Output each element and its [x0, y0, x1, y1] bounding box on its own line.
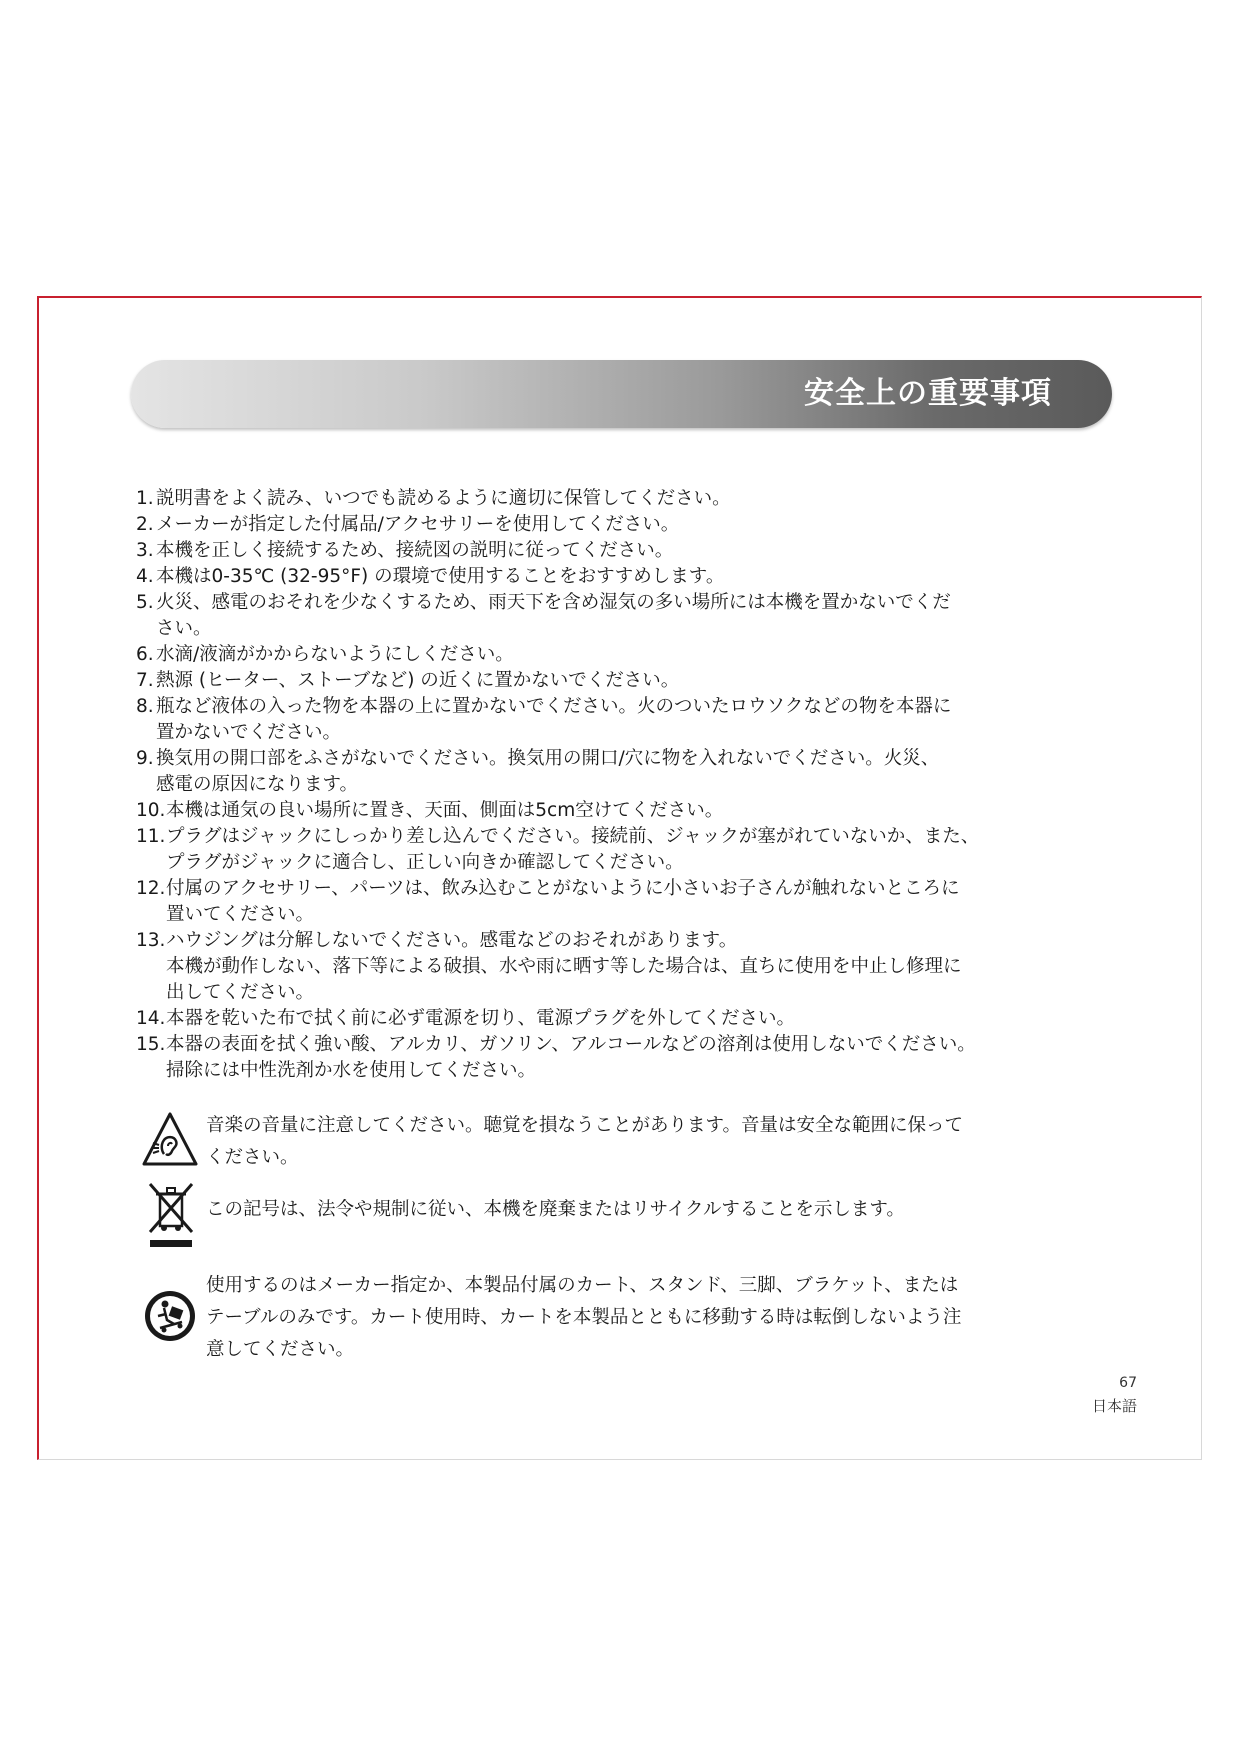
item-text-line: 説明書をよく読み、いつでも読めるように適切に保管してください。 — [156, 488, 731, 509]
item-text-line: 置かないでください。 — [156, 722, 342, 743]
item-text-line: 付属のアクセサリー、パーツは、飲み込むことがないように小さいお子さんが触れないところに — [166, 878, 960, 899]
notice-text-line: 意してください。 — [206, 1339, 355, 1360]
item-text-line: ハウジングは分解しないでください。感電などのおそれがあります。 — [166, 930, 738, 951]
page-title: 安全上の重要事項 — [804, 376, 1052, 411]
item-number: 9. — [136, 748, 154, 769]
item-number: 8. — [136, 696, 154, 717]
list-item — [136, 824, 1096, 876]
list-item — [136, 1006, 1096, 1032]
item-text-line: 換気用の開口部をふさがないでください。換気用の開口/穴に物を入れないでください。火災、 — [156, 748, 940, 769]
item-text — [156, 642, 514, 668]
item-text-line: 瓶など液体の入った物を本器の上に置かないでください。火のついたロウソクなどの物を本器に — [156, 696, 952, 717]
notice-cart — [140, 1270, 1100, 1366]
list-item — [136, 694, 1096, 746]
list-item — [136, 486, 1096, 512]
hearing-warning-icon — [140, 1110, 200, 1170]
item-text-line: 本機が動作しない、落下等による破損、水や雨に晒す等した場合は、直ちに使用を中止し修理に — [166, 956, 962, 977]
item-number: 15. — [136, 1034, 166, 1055]
item-text-line: 本機は0-35℃ (32-95°F) の環境で使用することをおすすめします。 — [156, 566, 725, 587]
item-number: 1. — [136, 488, 154, 509]
notice-disposal — [140, 1180, 1100, 1252]
notice-text-line: 使用するのはメーカー指定か、本製品付属のカート、スタンド、三脚、ブラケット、または — [206, 1275, 959, 1296]
safety-instructions-list — [136, 486, 1096, 1084]
list-item — [136, 798, 1096, 824]
item-text — [156, 486, 731, 512]
item-text-line: 本機は通気の良い場所に置き、天面、側面は5cm空けてください。 — [166, 800, 724, 821]
item-text — [166, 798, 723, 824]
item-text — [166, 824, 979, 876]
item-text-line: 火災、感電のおそれを少なくするため、雨天下を含め湿気の多い場所には本機を置かないでくだ — [156, 592, 951, 613]
list-item — [136, 564, 1096, 590]
notice-disposal-text — [206, 1194, 905, 1226]
notice-text-line: ください。 — [206, 1147, 299, 1168]
item-text — [156, 746, 939, 798]
item-text — [166, 876, 959, 928]
notice-text-line: 音楽の音量に注意してください。聴覚を損なうことがあります。音量は安全な範囲に保って — [206, 1115, 964, 1136]
notice-text-line: テーブルのみです。カート使用時、カートを本製品とともに移動する時は転倒しないよう注 — [206, 1307, 962, 1328]
item-text-line: 掃除には中性洗剤か水を使用してください。 — [166, 1060, 537, 1081]
item-number: 4. — [136, 566, 154, 587]
page-language: 日本語 — [1091, 1397, 1137, 1415]
item-text — [156, 590, 951, 642]
item-text-line: プラグがジャックに適合し、正しい向きか確認してください。 — [166, 852, 684, 873]
item-text-line: さい。 — [156, 618, 212, 639]
item-text-line: 本機を正しく接続するため、接続図の説明に従ってください。 — [156, 540, 674, 561]
item-text-line: 水滴/液滴がかからないようにしください。 — [156, 644, 514, 665]
item-number: 7. — [136, 670, 154, 691]
item-text-line: 本器の表面を拭く強い酸、アルカリ、ガソリン、アルコールなどの溶剤は使用しないでください。 — [166, 1034, 976, 1055]
item-number: 6. — [136, 644, 154, 665]
item-text-line: 出してください。 — [166, 982, 315, 1003]
cart-tipover-icon — [140, 1286, 200, 1346]
item-number: 13. — [136, 930, 166, 951]
item-number: 2. — [136, 514, 154, 535]
weee-crossed-bin-icon — [140, 1180, 200, 1252]
item-number: 10. — [136, 800, 166, 821]
list-item — [136, 876, 1096, 928]
item-text — [166, 928, 962, 1006]
item-text — [166, 1006, 795, 1032]
list-item — [136, 590, 1096, 642]
item-text — [156, 694, 951, 746]
list-item — [136, 512, 1096, 538]
item-text-line: プラグはジャックにしっかり差し込んでください。接続前、ジャックが塞がれていないか、また、 — [166, 826, 980, 847]
item-number: 12. — [136, 878, 166, 899]
notice-cart-text — [206, 1270, 961, 1366]
item-text — [166, 1032, 976, 1084]
item-text-line: 熱源 (ヒーター、ストーブなど) の近くに置かないでください。 — [156, 670, 680, 691]
item-text-line: 置いてください。 — [166, 904, 315, 925]
section-header-bar — [131, 360, 1112, 428]
item-number: 14. — [136, 1008, 166, 1029]
item-text-line: メーカーが指定した付属品/アクセサリーを使用してください。 — [156, 514, 680, 535]
item-text-line: 感電の原因になります。 — [156, 774, 359, 795]
item-text — [156, 668, 679, 694]
notice-text-line: この記号は、法令や規制に従い、本機を廃棄またはリサイクルすることを示します。 — [206, 1199, 905, 1220]
notice-volume-text — [206, 1110, 963, 1174]
list-item — [136, 1032, 1096, 1084]
item-text-line: 本器を乾いた布で拭く前に必ず電源を切り、電源プラグを外してください。 — [166, 1008, 796, 1029]
notice-volume — [140, 1110, 1100, 1174]
item-number: 11. — [136, 826, 166, 847]
list-item — [136, 538, 1096, 564]
item-number: 5. — [136, 592, 154, 613]
list-item — [136, 746, 1096, 798]
item-text — [156, 512, 679, 538]
page-number: 67 — [1119, 1375, 1137, 1391]
list-item — [136, 642, 1096, 668]
list-item — [136, 928, 1096, 1006]
item-text — [156, 538, 673, 564]
item-text — [156, 564, 724, 590]
item-number: 3. — [136, 540, 154, 561]
list-item — [136, 668, 1096, 694]
